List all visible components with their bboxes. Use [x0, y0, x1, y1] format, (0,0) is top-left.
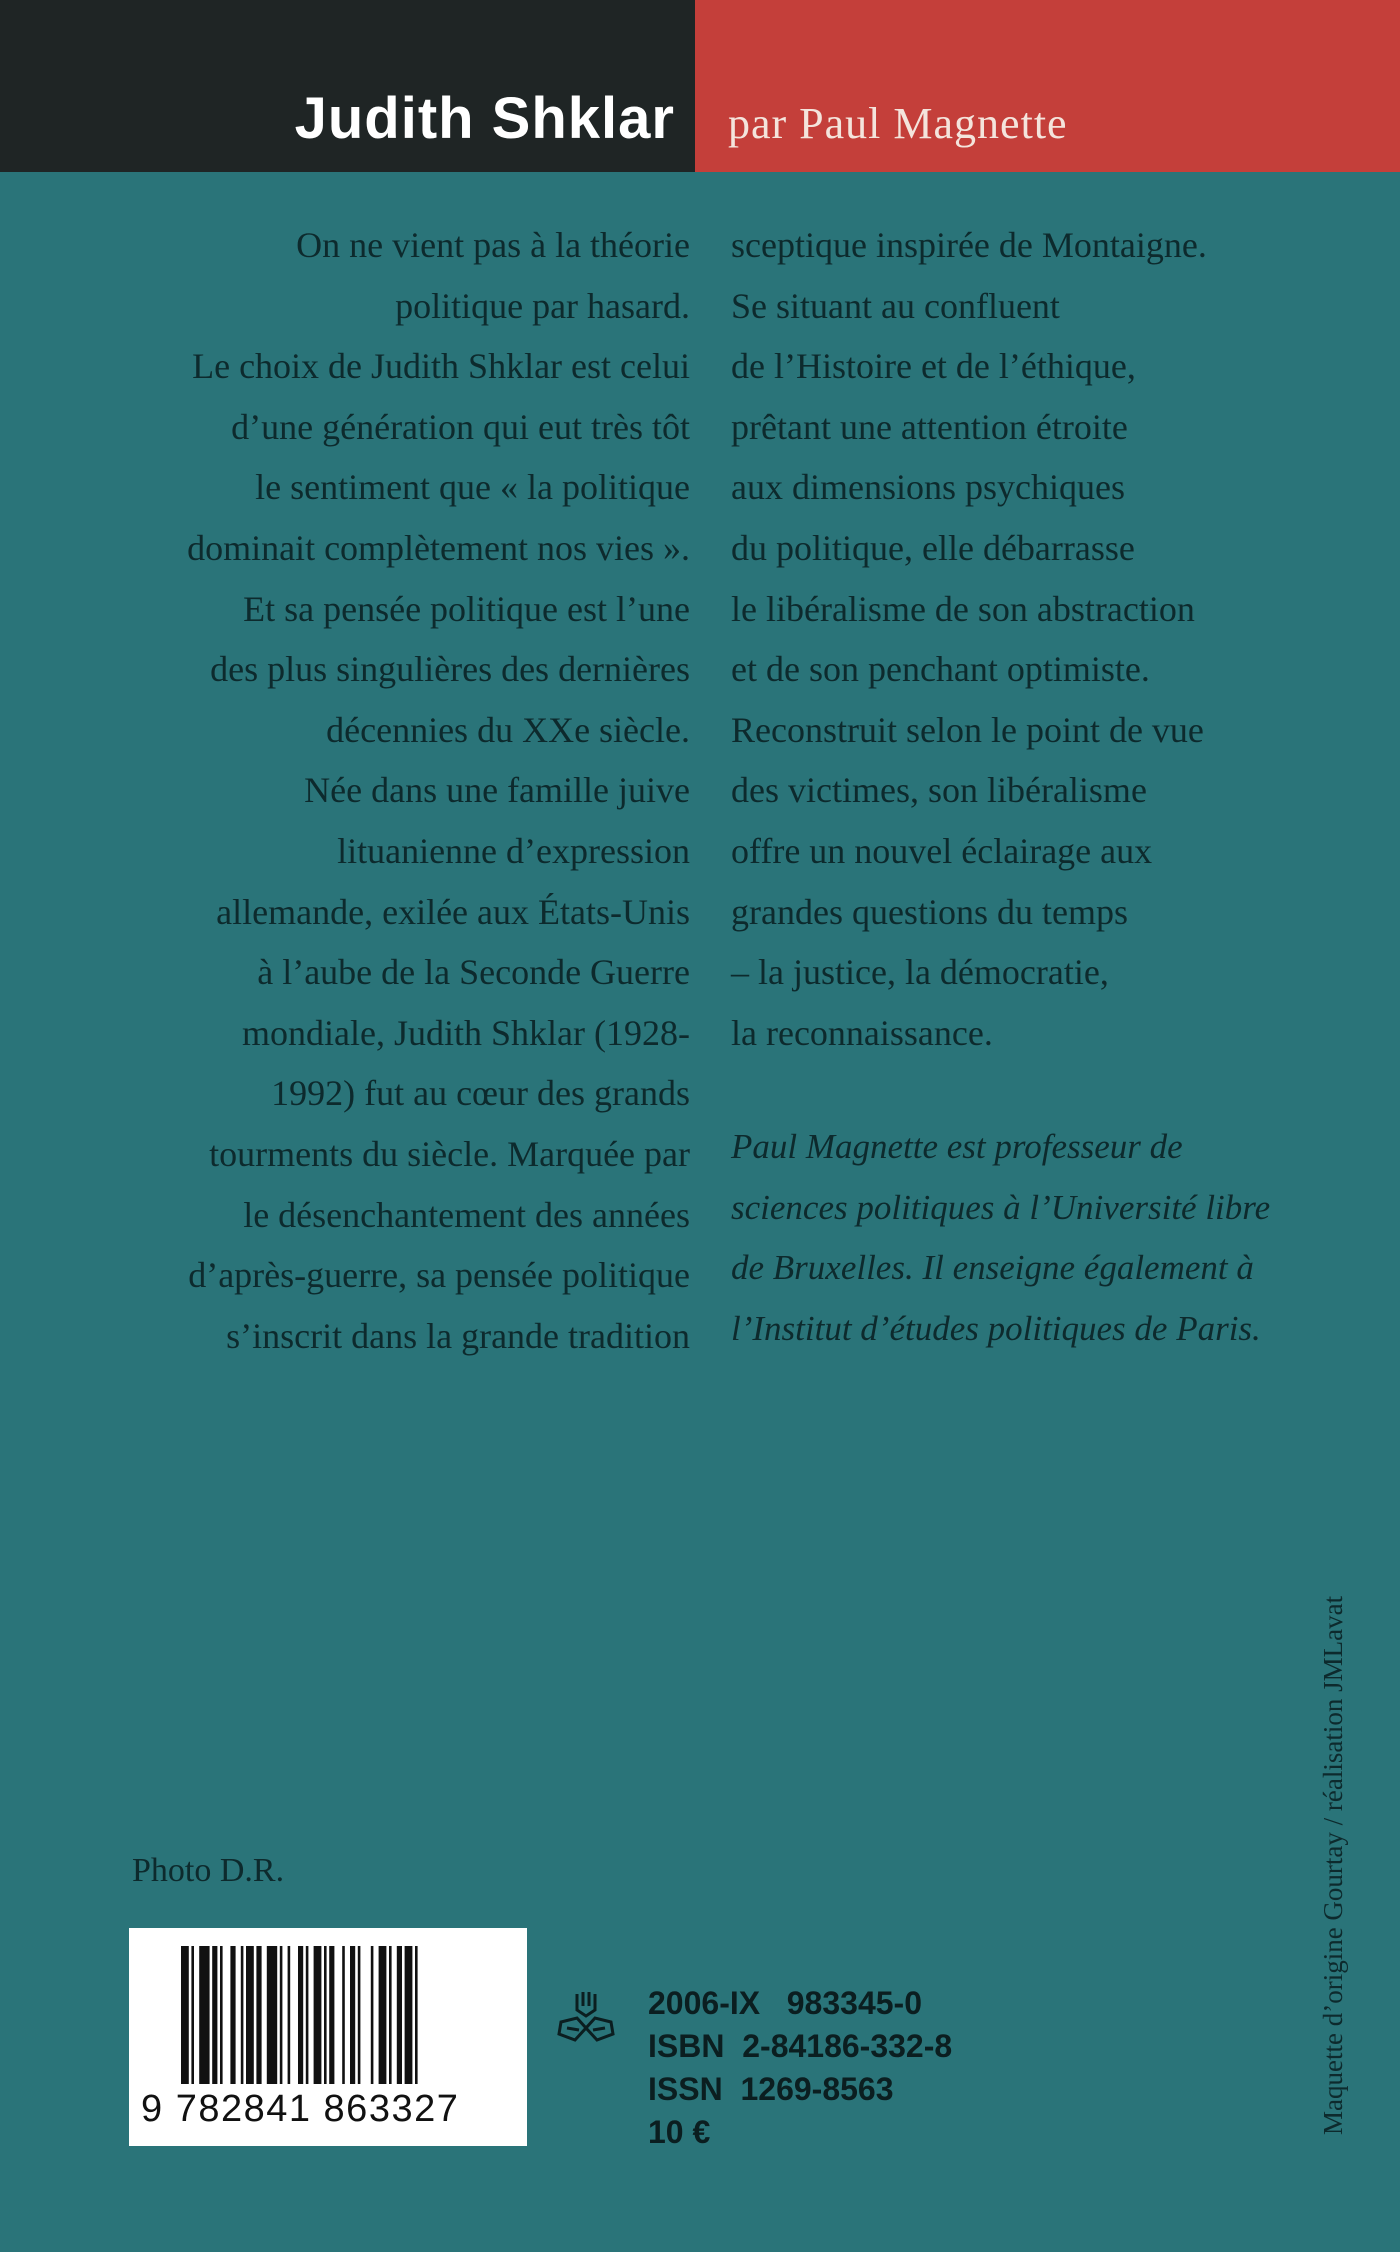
blurb-line: dominait complètement nos vies ».: [187, 527, 690, 568]
blurb-line: de l’Histoire et de l’éthique,: [731, 346, 1136, 387]
blurb-line: le libéralisme de son abstraction: [731, 588, 1195, 629]
publisher-logo-icon: [553, 1988, 619, 2057]
codes-block: [648, 1982, 952, 2154]
blurb-line: des plus singulières des dernières: [210, 649, 690, 690]
blurb-right-column: [731, 215, 1331, 1063]
blurb-line: offre un nouvel éclairage aux: [731, 830, 1153, 871]
blurb-left-column: [90, 215, 690, 1366]
blurb-line: des victimes, son libéralisme: [731, 770, 1147, 811]
header-dark-band: [0, 0, 695, 172]
blurb-line: Se situant au confluent: [731, 285, 1060, 326]
blurb-line: décennies du XXe siècle.: [326, 709, 690, 750]
author-line: par Paul Magnette: [728, 99, 1068, 148]
barcode-digits: 9 782841 863327: [141, 2088, 460, 2130]
blurb-line: Reconstruit selon le point de vue: [731, 709, 1204, 750]
header-red-band: [695, 0, 1400, 172]
depot-code: 2006-IX 983345-0: [648, 1985, 922, 2021]
blurb-line: mondiale, Judith Shklar (1928-: [242, 1012, 690, 1053]
author-bio: [731, 1117, 1331, 1359]
blurb-line: lituanienne d’expression: [337, 830, 690, 871]
blurb-line: Née dans une famille juive: [304, 770, 690, 811]
photo-credit: Photo D.R.: [132, 1852, 285, 1889]
blurb-line: grandes questions du temps: [731, 891, 1128, 932]
bio-line: de Bruxelles. Il enseigne également à: [731, 1248, 1254, 1288]
bio-line: Paul Magnette est professeur de: [731, 1127, 1183, 1166]
blurb-line: Le choix de Judith Shklar est celui: [192, 346, 690, 387]
blurb-line: la reconnaissance.: [731, 1012, 993, 1053]
blurb-line: politique par hasard.: [395, 285, 690, 326]
blurb-line: et de son penchant optimiste.: [731, 649, 1150, 690]
blurb-line: sceptique inspirée de Montaigne.: [731, 225, 1207, 265]
issn-code: ISSN 1269-8563: [648, 2071, 894, 2107]
blurb-line: Et sa pensée politique est l’une: [243, 588, 690, 629]
price: 10 €: [648, 2114, 711, 2150]
barcode: [129, 1928, 527, 2146]
blurb-line: 1992) fut au cœur des grands: [271, 1073, 690, 1114]
blurb-line: aux dimensions psychiques: [731, 467, 1125, 508]
blurb-line: tourments du siècle. Marquée par: [209, 1133, 690, 1174]
blurb-line: du politique, elle débarrasse: [731, 527, 1135, 568]
book-title: Judith Shklar: [294, 86, 675, 151]
design-credit: Maquette d’origine Gourtay / réalisation JMLavat: [1318, 1595, 1348, 2135]
blurb-line: – la justice, la démocratie,: [731, 952, 1109, 993]
blurb-line: s’inscrit dans la grande tradition: [226, 1315, 690, 1356]
blurb-line: d’une génération qui eut très tôt: [231, 406, 690, 447]
isbn-code: ISBN 2-84186-332-8: [648, 2028, 953, 2064]
blurb-line: d’après-guerre, sa pensée politique: [188, 1255, 690, 1296]
blurb-line: le désenchantement des années: [243, 1194, 690, 1235]
blurb-line: On ne vient pas à la théorie: [296, 225, 690, 265]
bio-line: sciences politiques à l’Université libre: [731, 1187, 1271, 1227]
blurb-line: prêtant une attention étroite: [731, 406, 1128, 447]
blurb-line: le sentiment que « la politique: [255, 467, 690, 508]
blurb-line: allemande, exilée aux États-Unis: [216, 891, 690, 932]
blurb-line: à l’aube de la Seconde Guerre: [257, 952, 690, 993]
bio-line: l’Institut d’études politiques de Paris.: [731, 1308, 1261, 1348]
